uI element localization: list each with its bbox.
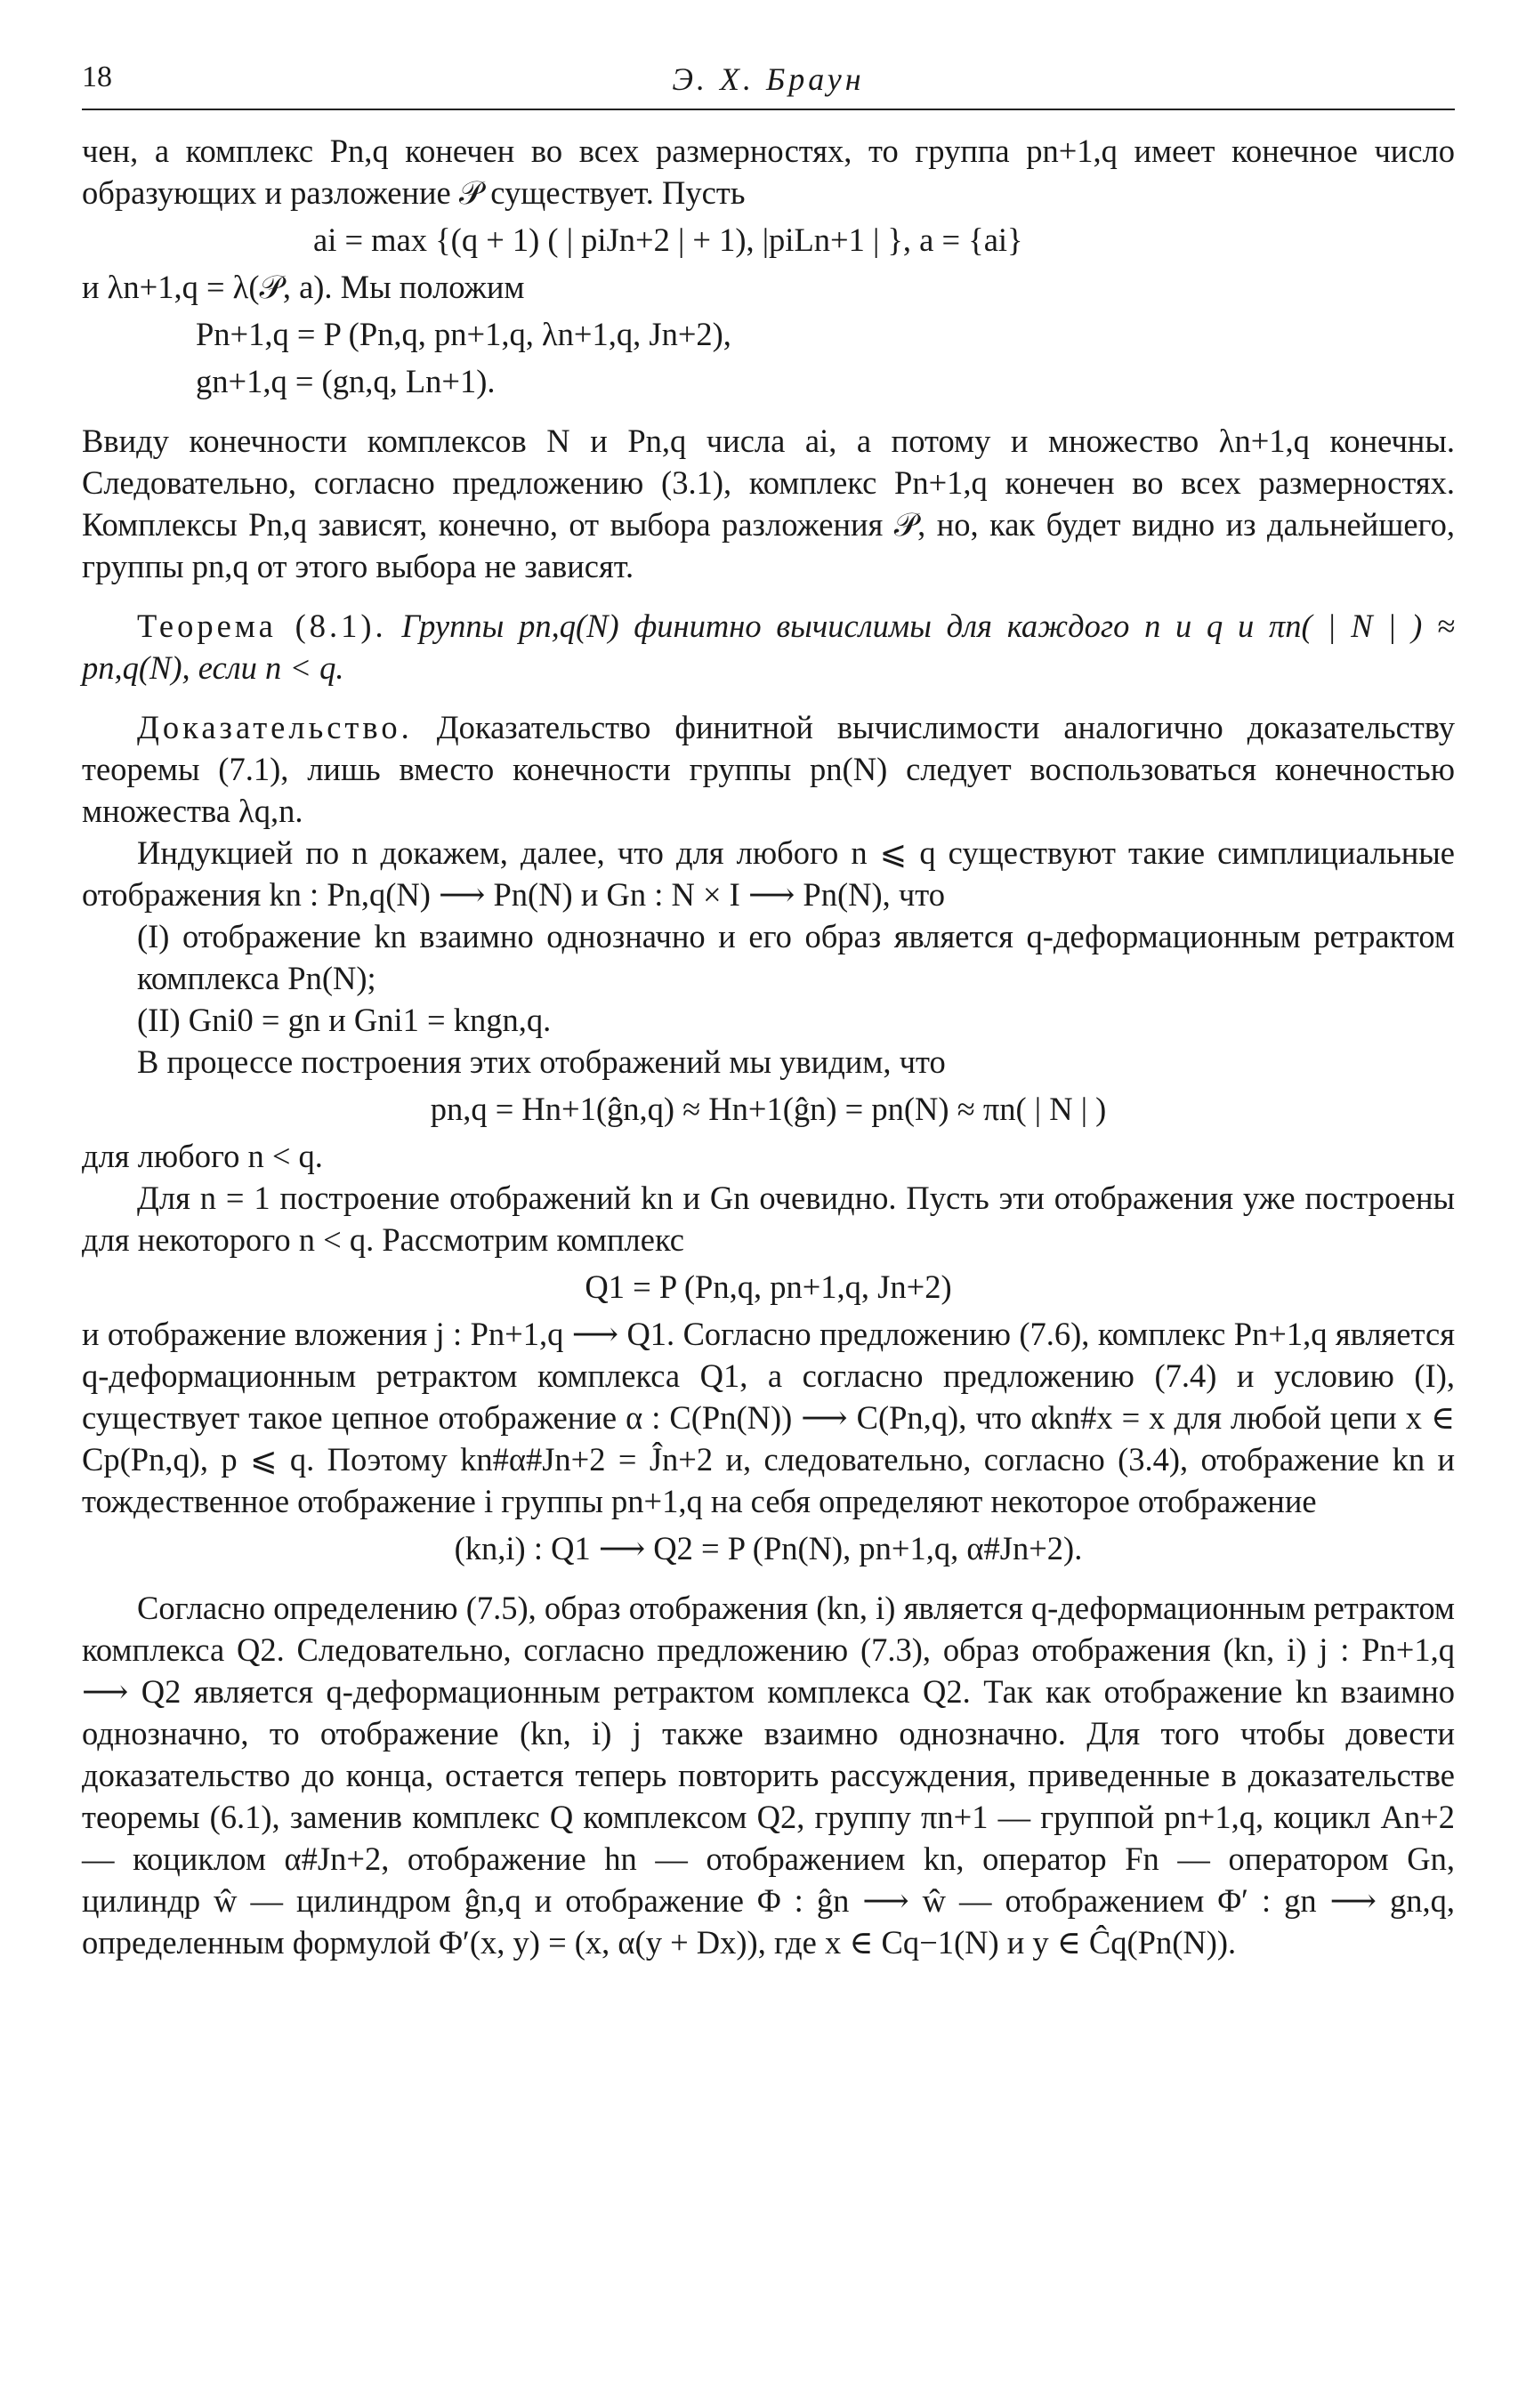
condition-2: (II) Gni0 = gn и Gni1 = kngn,q.: [137, 1002, 552, 1038]
paragraph-embedding: и отображение вложения j : Pn+1,q ⟶ Q1. Согласно предложению (7.6), комплекс Pn+1,q является q-деформационным ретрактом комплекса Q1, а согласно предложению (7.4) и условию (I), существует такое цепное отображение α : C(Pn(N)) ⟶ C(Pn,q), что αkn#x = x для любой цепи x ∈ Cp(Pn,q), p ⩽ q. Поэтому kn#α#Jn+2 = Ĵn+2 и, следовательно, согласно (3.4), отображение kn и тождественное отображение i группы pn+1,q на себя определяют некоторое отображение: [82, 1316, 1455, 1519]
theorem-paragraph: [82, 605, 1455, 689]
page-body: [82, 110, 1455, 1963]
page-header: [82, 55, 1455, 110]
paragraph-2: и λn+1,q = λ(𝒫, a). Мы положим: [82, 269, 525, 305]
proof-label: Доказательство.: [137, 709, 413, 745]
paragraph-for-any-n: для любого n < q.: [82, 1138, 323, 1174]
page-number: 18: [82, 60, 112, 93]
paragraph-construction: В процессе построения этих отображений мы увидим, что: [137, 1043, 946, 1080]
theorem-text: Группы pn,q(N) финитно вычислимы для каждого n и q и πn( | N | ) ≈ pn,q(N), если n < q.: [82, 608, 1456, 686]
book-page: [82, 55, 1455, 1963]
equation-q1: Q1 = P (Pn,q, pn+1,q, Jn+2): [585, 1268, 952, 1305]
running-head: Э. Х. Браун: [672, 61, 865, 97]
equation-g-definition: gn+1,q = (gn,q, Ln+1).: [196, 363, 496, 399]
proof-paragraph: [82, 706, 1455, 832]
paragraph-1: чен, а комплекс Pn,q конечен во всех размерностях, то группа pn+1,q имеет конечное число образующих и разложение 𝒫 существует. Пусть: [82, 133, 1455, 211]
theorem-label: Теорема (8.1).: [137, 608, 387, 644]
equation-isomorphism: pn,q = Hn+1(ĝn,q) ≈ Hn+1(ĝn) = pn(N) ≈ πn( | N | ): [430, 1091, 1107, 1127]
paragraph-induction: Индукцией по n докажем, далее, что для любого n ⩽ q существуют такие симплициальные отображения kn : Pn,q(N) ⟶ Pn(N) и Gn : N × I ⟶ Pn(N), что: [82, 834, 1455, 913]
paragraph-n-equals-1: Для n = 1 построение отображений kn и Gn очевидно. Пусть эти отображения уже построены для некоторого n < q. Рассмотрим комплекс: [82, 1180, 1455, 1258]
equation-p-definition: Pn+1,q = P (Pn,q, pn+1,q, λn+1,q, Jn+2),: [196, 316, 731, 352]
paragraph-conclusion: Согласно определению (7.5), образ отображения (kn, i) является q-деформационным ретрактом комплекса Q2. Следовательно, согласно предложению (7.3), образ отображения (kn, i) j : Pn+1,q ⟶ Q2 является q-деформационным ретрактом комплекса Q2. Так как отображение kn взаимно однозначно, то отображение (kn, i) j также взаимно однозначно. Для того чтобы довести доказательство до конца, остается теперь повторить рассуждения, приведенные в доказательстве теоремы (6.1), заменив комплекс Q комплексом Q2, группу πn+1 — группой pn+1,q, коцикл An+2 — коциклом α#Jn+2, отображение hn — отображением kn, оператор Fn — оператором Gn, цилиндр ŵ — цилиндром ĝn,q и отображение Φ : ĝn ⟶ ŵ — отображением Φ′ : gn ⟶ gn,q, определенным формулой Φ′(x, y) = (x, α(y + Dx)), где x ∈ Cq−1(N) и y ∈ Ĉq(Pn(N)).: [82, 1590, 1455, 1961]
proof-text: Доказательство финитной вычислимости аналогично доказательству теоремы (7.1), лишь вместо конечности группы pn(N) следует воспользоваться конечностью множества λq,n.: [82, 709, 1456, 829]
condition-1: (I) отображение kn взаимно однозначно и его образ является q-деформационным ретрактом комплекса Pn(N);: [137, 918, 1455, 996]
paragraph-3: Ввиду конечности комплексов N и Pn,q числа ai, а потому и множество λn+1,q конечны. Следовательно, согласно предложению (3.1), комплекс Pn+1,q конечен во всех размерностях. Комплексы Pn,q зависят, конечно, от выбора разложения 𝒫, но, как будет видно из дальнейшего, группы pn,q от этого выбора не зависят.: [82, 423, 1455, 584]
equation-a-definition: ai = max {(q + 1) ( | piJn+2 | + 1), |piLn+1 | }, a = {ai}: [313, 221, 1023, 258]
equation-kn-i-map: (kn,i) : Q1 ⟶ Q2 = P (Pn(N), pn+1,q, α#Jn+2).: [454, 1530, 1083, 1566]
